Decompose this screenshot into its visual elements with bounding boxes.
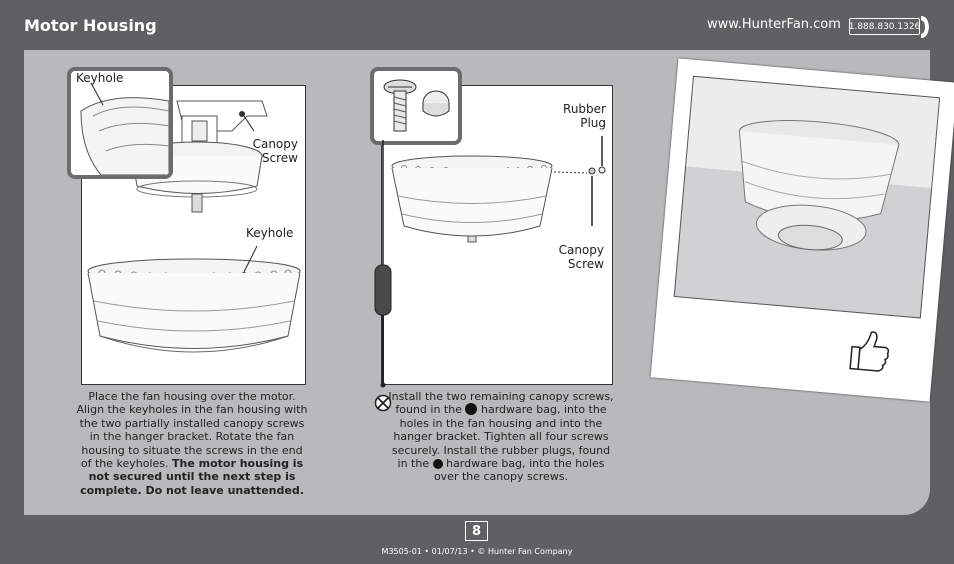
screw-and-plug-drawing: [374, 71, 458, 141]
keyhole-label-top: Keyhole: [76, 71, 124, 85]
keyhole-label-mid: Keyhole: [246, 226, 294, 240]
page-title: Motor Housing: [24, 16, 157, 35]
keyhole-closeup-drawing: [71, 71, 169, 175]
footer-text: M3505-01 • 01/07/13 • © Hunter Fan Company: [381, 547, 573, 556]
installed-housing-photo: [651, 58, 954, 401]
canopy-screw-label-2: Canopy Screw: [558, 243, 604, 271]
hardware-detail-inset: [370, 67, 462, 145]
hardware-bag-icon: [465, 403, 477, 415]
phone-handset-icon: [918, 14, 932, 40]
screwdriver-icon: [373, 140, 393, 280]
step1-warning: The motor housing is not secured until the next step is complete. Do not leave unattended.: [80, 457, 304, 497]
step1-caption: Place the fan housing over the motor. Align the keyholes in the fan housing with the two partially installed canopy screws in the hanger bracket. Rotate the fan housing to situate the screws in the end of the keyholes. The motor housing is not secured until the next step is complete. Do not leave unattended.: [76, 390, 308, 497]
canopy-screw-label: Canopy Screw: [252, 137, 298, 165]
page-number: 8: [465, 521, 488, 541]
thumbs-up-icon: [842, 324, 896, 378]
step2-caption: Install the two remaining canopy screws, found in the hardware bag, into the holes in the fan housing and into the hanger bracket. Tighten all four screws securely. Install the rubber plugs, found in the hardware bag, into the holes over the canopy screws.: [388, 390, 614, 484]
fan-housing-photo-drawing: [675, 77, 940, 319]
website-link[interactable]: www.HunterFan.com: [707, 17, 841, 32]
phone-number: 1.888.830.1326: [849, 18, 920, 35]
photo-image: [674, 76, 940, 319]
hardware-bag-icon-2: [433, 459, 443, 469]
screwdriver-drawing: [373, 265, 393, 390]
rubber-plug-label: Rubber Plug: [563, 102, 606, 130]
